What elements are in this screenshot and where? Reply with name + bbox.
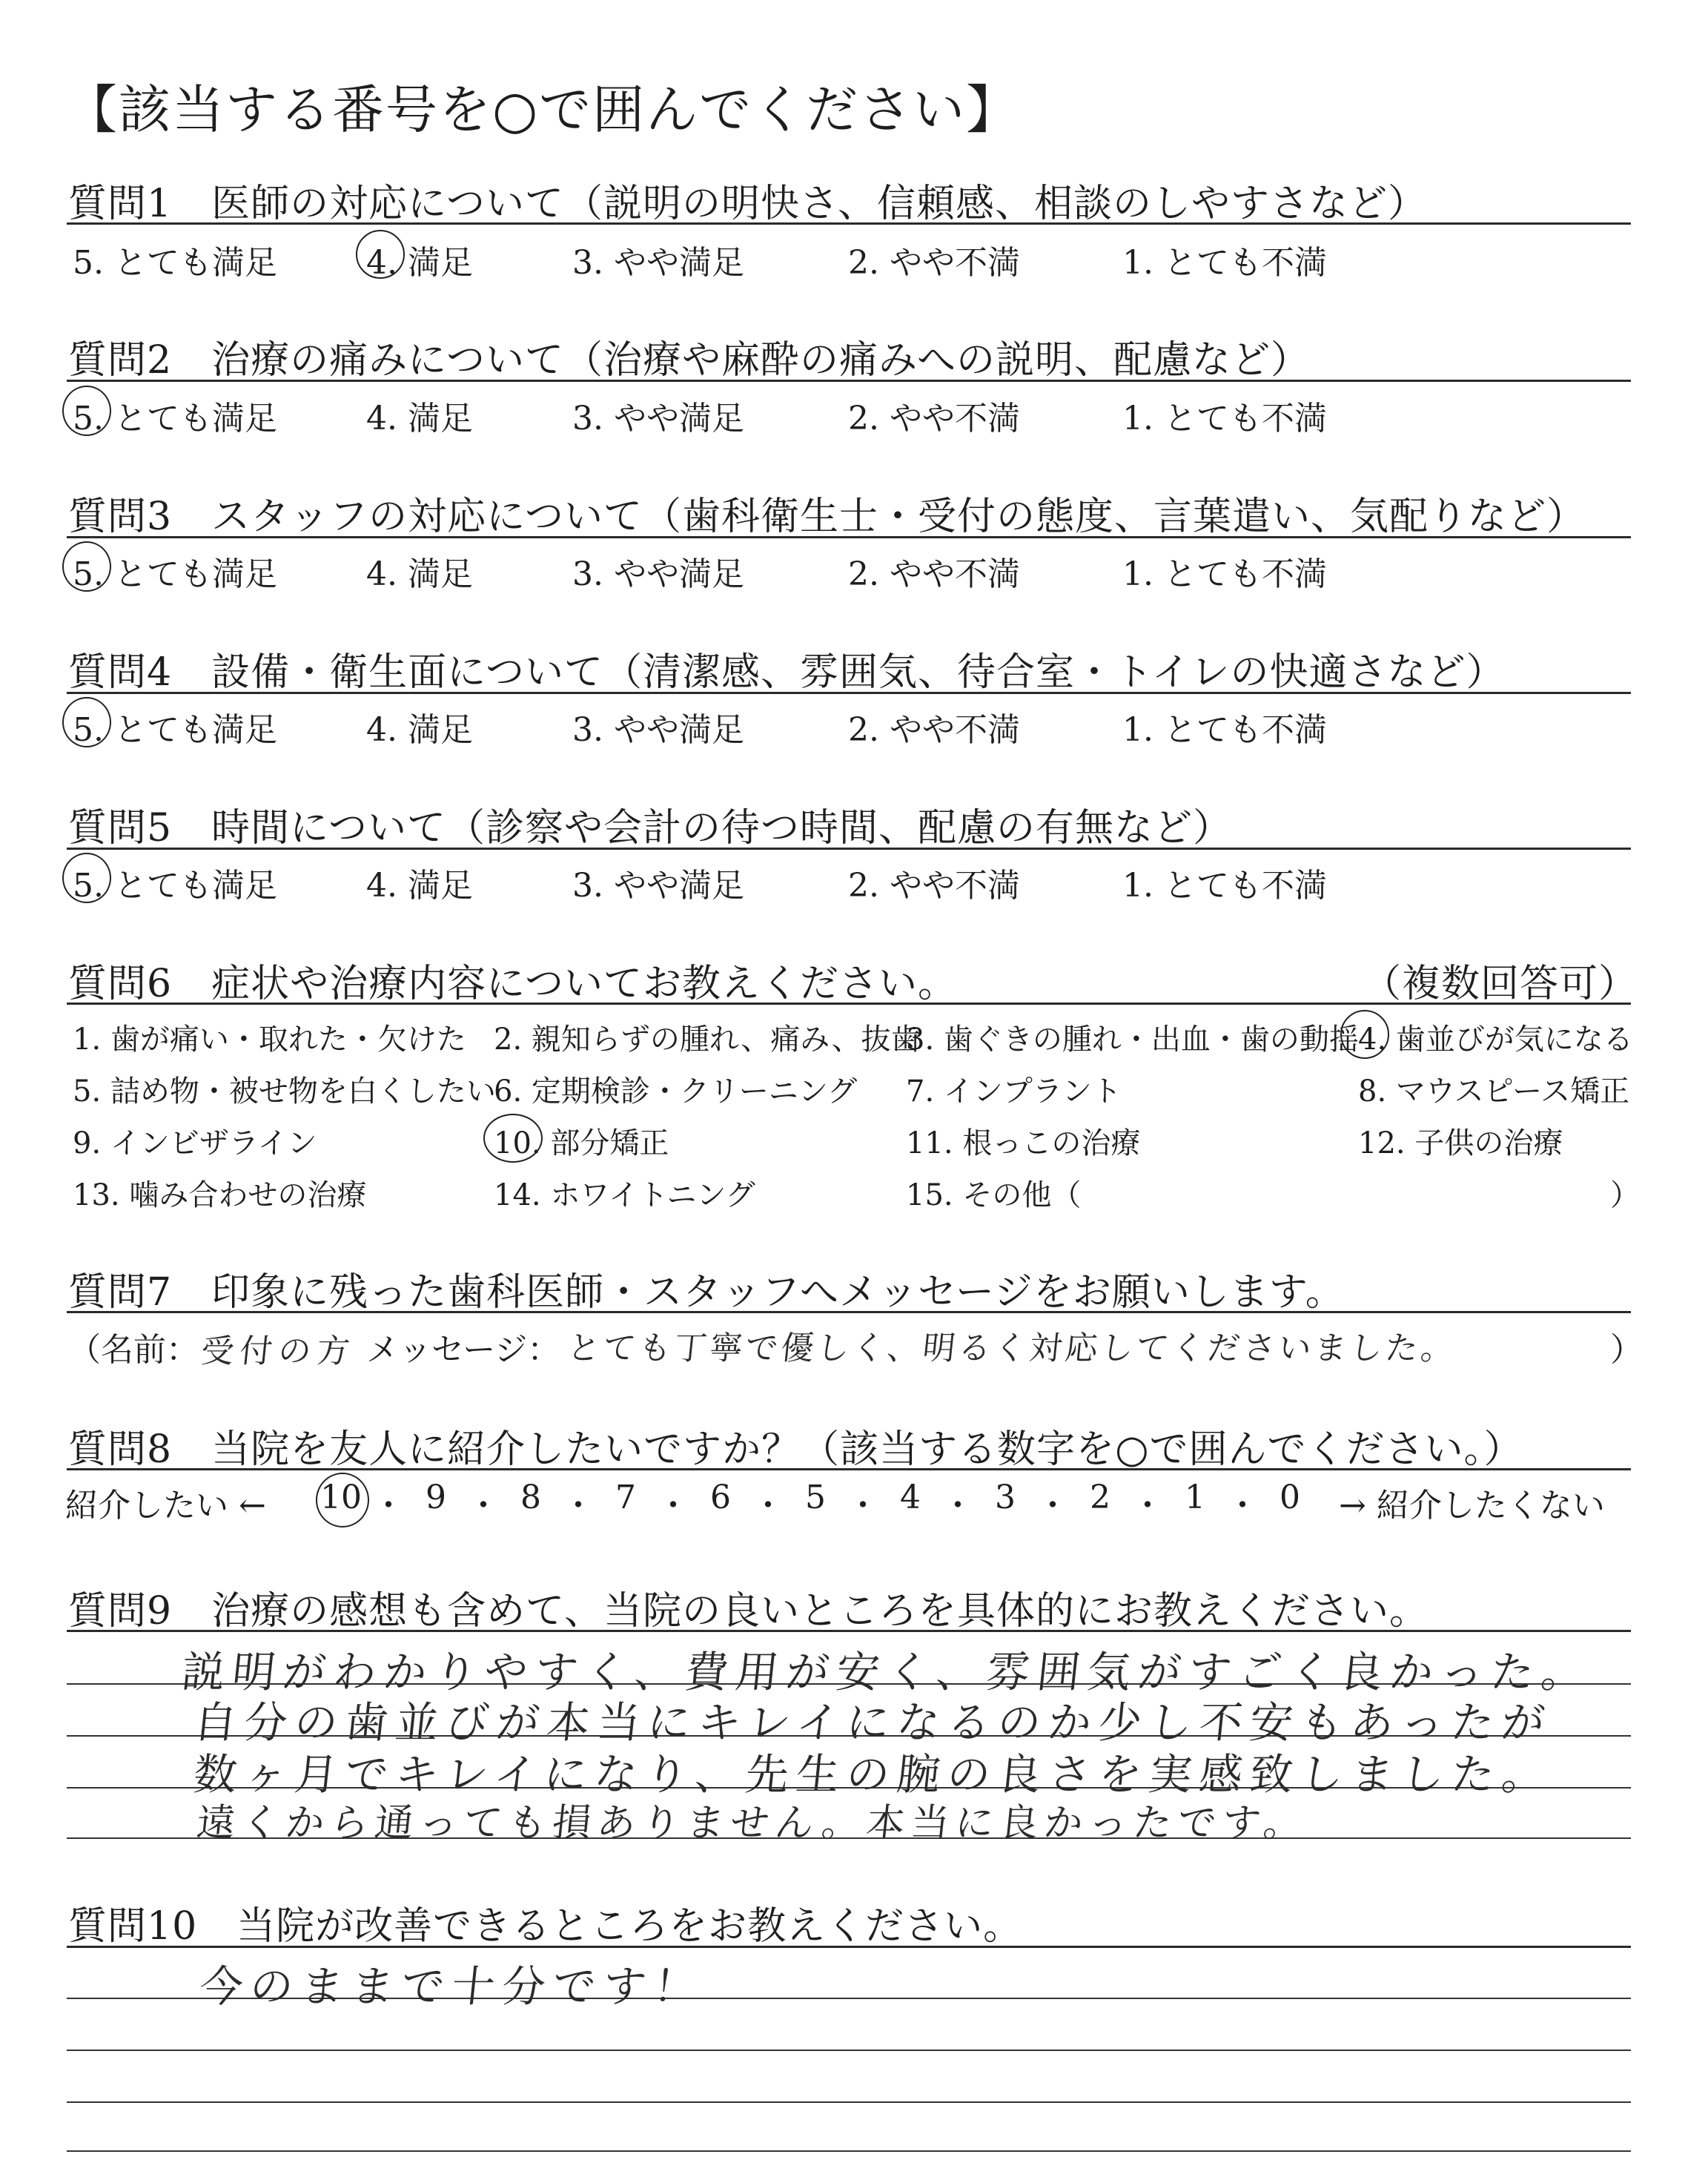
q6-item-14[interactable]: 14. ホワイトニング: [494, 1178, 755, 1212]
divider: [67, 536, 1631, 538]
question-1-title: 質問1 医師の対応について（説明の明快さ、信頼感、相談のしやすさなど）: [68, 182, 1427, 226]
divider: [67, 1468, 1631, 1470]
q9-answer-line-3[interactable]: 数ヶ月でキレイになり、先生の腕の良さを実感致しました。: [191, 1749, 1555, 1800]
question-10-title: 質問10 当院が改善できるところをお教えください。: [68, 1904, 1023, 1949]
scale-separator: ・: [1226, 1487, 1259, 1525]
scale-value-9[interactable]: 9: [426, 1479, 446, 1516]
scale-value-10[interactable]: 10: [320, 1479, 362, 1516]
recommend-right-label: → 紹介したくない: [1339, 1487, 1605, 1525]
q6-item-3[interactable]: 3. 歯ぐきの腫れ・出血・歯の動揺: [906, 1023, 1359, 1057]
divider: [67, 1311, 1631, 1313]
q9-answer-line-2[interactable]: 自分の歯並びが本当にキレイになるのか少し不安もあったが: [191, 1697, 1555, 1748]
scale-separator: ・: [657, 1487, 689, 1525]
scale-separator: ・: [467, 1487, 500, 1525]
q4-option-5[interactable]: 5. とても満足: [73, 711, 277, 749]
q7-close-paren: ）: [1610, 1331, 1643, 1369]
scale-value-5[interactable]: 5: [805, 1479, 826, 1516]
divider: [67, 222, 1631, 225]
question-9-title: 質問9 治療の感想も含めて、当院の良いところを具体的にお教えください。: [68, 1589, 1429, 1634]
selection-circle: [356, 230, 405, 279]
recommend-scale: [319, 1479, 1312, 1523]
divider: [67, 1003, 1631, 1005]
divider: [67, 848, 1631, 850]
q10-answer-line-1[interactable]: 今のままで十分です！: [196, 1961, 707, 2012]
scale-value-1[interactable]: 1: [1185, 1479, 1205, 1516]
q5-option-5[interactable]: 5. とても満足: [73, 867, 277, 905]
question-2-title: 質問2 治療の痛みについて（治療や麻酔の痛みへの説明、配慮など）: [68, 338, 1311, 383]
question-6-title: 質問6 症状や治療内容についてお教えください。: [68, 962, 958, 1006]
q2-option-5[interactable]: 5. とても満足: [73, 400, 277, 437]
q2-option-4[interactable]: 4. 満足: [366, 400, 473, 437]
q6-item-12[interactable]: 12. 子供の治療: [1358, 1126, 1563, 1160]
page-title: 【該当する番号を○で囲んでください】: [65, 79, 1020, 140]
divider: [67, 692, 1631, 694]
q1-option-1[interactable]: 1. とても不満: [1122, 244, 1327, 282]
scale-value-0[interactable]: 0: [1280, 1479, 1300, 1516]
q4-option-3[interactable]: 3. やや満足: [572, 711, 744, 749]
selection-circle: [316, 1473, 369, 1527]
q3-option-5[interactable]: 5. とても満足: [73, 555, 277, 593]
q7-message-value[interactable]: とても丁寧で優しく、明るく対応してくださいました。: [565, 1330, 1459, 1367]
q7-message-label: メッセージ：: [366, 1331, 560, 1369]
q6-item-6[interactable]: 6. 定期検診・クリーニング: [494, 1074, 858, 1109]
scale-value-2[interactable]: 2: [1090, 1479, 1110, 1516]
selection-circle: [62, 386, 111, 436]
q9-answer-line-4[interactable]: 遠くから通っても損ありません。本当に良かったです。: [194, 1801, 1311, 1846]
scale-separator: ・: [941, 1487, 974, 1525]
answer-line: [67, 2050, 1631, 2051]
q7-name-value[interactable]: 受付の方: [199, 1332, 358, 1370]
q5-option-1[interactable]: 1. とても不満: [1122, 867, 1327, 905]
scale-separator: ・: [1036, 1487, 1069, 1525]
q1-option-4[interactable]: 4. 満足: [366, 244, 473, 282]
q3-option-1[interactable]: 1. とても不満: [1122, 555, 1327, 593]
selection-circle: [1340, 1010, 1389, 1059]
recommend-left-label: 紹介したい ←: [65, 1487, 266, 1525]
q1-option-5[interactable]: 5. とても満足: [73, 244, 277, 282]
q4-option-2[interactable]: 2. やや不満: [848, 711, 1020, 749]
q1-option-2[interactable]: 2. やや不満: [848, 244, 1020, 282]
q2-option-3[interactable]: 3. やや満足: [572, 400, 744, 437]
q2-option-2[interactable]: 2. やや不満: [848, 400, 1020, 437]
q4-option-4[interactable]: 4. 満足: [366, 711, 473, 749]
question-3-title: 質問3 スタッフの対応について（歯科衛生士・受付の態度、言葉遣い、気配りなど）: [68, 495, 1586, 539]
question-7-title: 質問7 印象に残った歯科医師・スタッフへメッセージをお願いします。: [68, 1270, 1345, 1315]
q1-option-3[interactable]: 3. やや満足: [572, 244, 744, 282]
q2-option-1[interactable]: 1. とても不満: [1122, 400, 1327, 437]
divider: [67, 1630, 1631, 1632]
scale-separator: ・: [562, 1487, 595, 1525]
scale-separator: ・: [1131, 1487, 1164, 1525]
q5-option-4[interactable]: 4. 満足: [366, 867, 473, 905]
selection-circle: [483, 1114, 543, 1163]
q6-item-10[interactable]: 10. 部分矯正: [494, 1126, 669, 1160]
q7-name-label: （名前：: [68, 1331, 199, 1369]
q6-item-2[interactable]: 2. 親知らずの腫れ、痛み、抜歯: [494, 1023, 921, 1057]
q3-option-2[interactable]: 2. やや不満: [848, 555, 1020, 593]
q6-item-4[interactable]: 4. 歯並びが気になる: [1358, 1023, 1633, 1057]
selection-circle: [62, 853, 111, 903]
q6-item-5[interactable]: 5. 詰め物・被せ物を白くしたい: [73, 1074, 496, 1109]
question-4-title: 質問4 設備・衛生面について（清潔感、雰囲気、待合室・トイレの快適さなど）: [68, 650, 1506, 695]
scale-value-8[interactable]: 8: [520, 1479, 541, 1516]
q6-item-15-close: ）: [1610, 1178, 1640, 1212]
question-8-title: 質問8 当院を友人に紹介したいですか？（該当する数字を○で囲んでください。）: [68, 1427, 1523, 1472]
multiple-answers-note: （複数回答可）: [1363, 962, 1638, 1006]
scale-value-7[interactable]: 7: [615, 1479, 636, 1516]
answer-line: [67, 2101, 1631, 2103]
scale-value-3[interactable]: 3: [995, 1479, 1016, 1516]
selection-circle: [62, 697, 111, 747]
scale-value-4[interactable]: 4: [900, 1479, 921, 1516]
scale-value-6[interactable]: 6: [710, 1479, 731, 1516]
selection-circle: [62, 541, 111, 592]
q6-item-15[interactable]: 15. その他（: [906, 1178, 1082, 1212]
answer-line: [67, 2150, 1631, 2152]
q3-option-4[interactable]: 4. 満足: [366, 555, 473, 593]
q4-option-1[interactable]: 1. とても不満: [1122, 711, 1327, 749]
q6-item-1[interactable]: 1. 歯が痛い・取れた・欠けた: [73, 1023, 466, 1057]
q5-option-2[interactable]: 2. やや不満: [848, 867, 1020, 905]
divider: [67, 1946, 1631, 1948]
q6-item-8[interactable]: 8. マウスピース矯正: [1358, 1074, 1630, 1109]
q3-option-3[interactable]: 3. やや満足: [572, 555, 744, 593]
scale-separator: ・: [847, 1487, 879, 1525]
q6-item-13[interactable]: 13. 噛み合わせの治療: [73, 1178, 367, 1212]
q6-item-11[interactable]: 11. 根っこの治療: [906, 1126, 1141, 1160]
q9-answer-line-1[interactable]: 説明がわかりやすく、費用が安く、雰囲気がすごく良かった。: [179, 1647, 1595, 1697]
scale-separator: ・: [372, 1487, 405, 1525]
q6-item-7[interactable]: 7. インプラント: [906, 1074, 1122, 1109]
q5-option-3[interactable]: 3. やや満足: [572, 867, 744, 905]
divider: [67, 380, 1631, 382]
q6-item-9[interactable]: 9. インビザライン: [73, 1126, 317, 1160]
question-5-title: 質問5 時間について（診察や会計の待つ時間、配慮の有無など）: [68, 806, 1233, 851]
scale-separator: ・: [752, 1487, 784, 1525]
